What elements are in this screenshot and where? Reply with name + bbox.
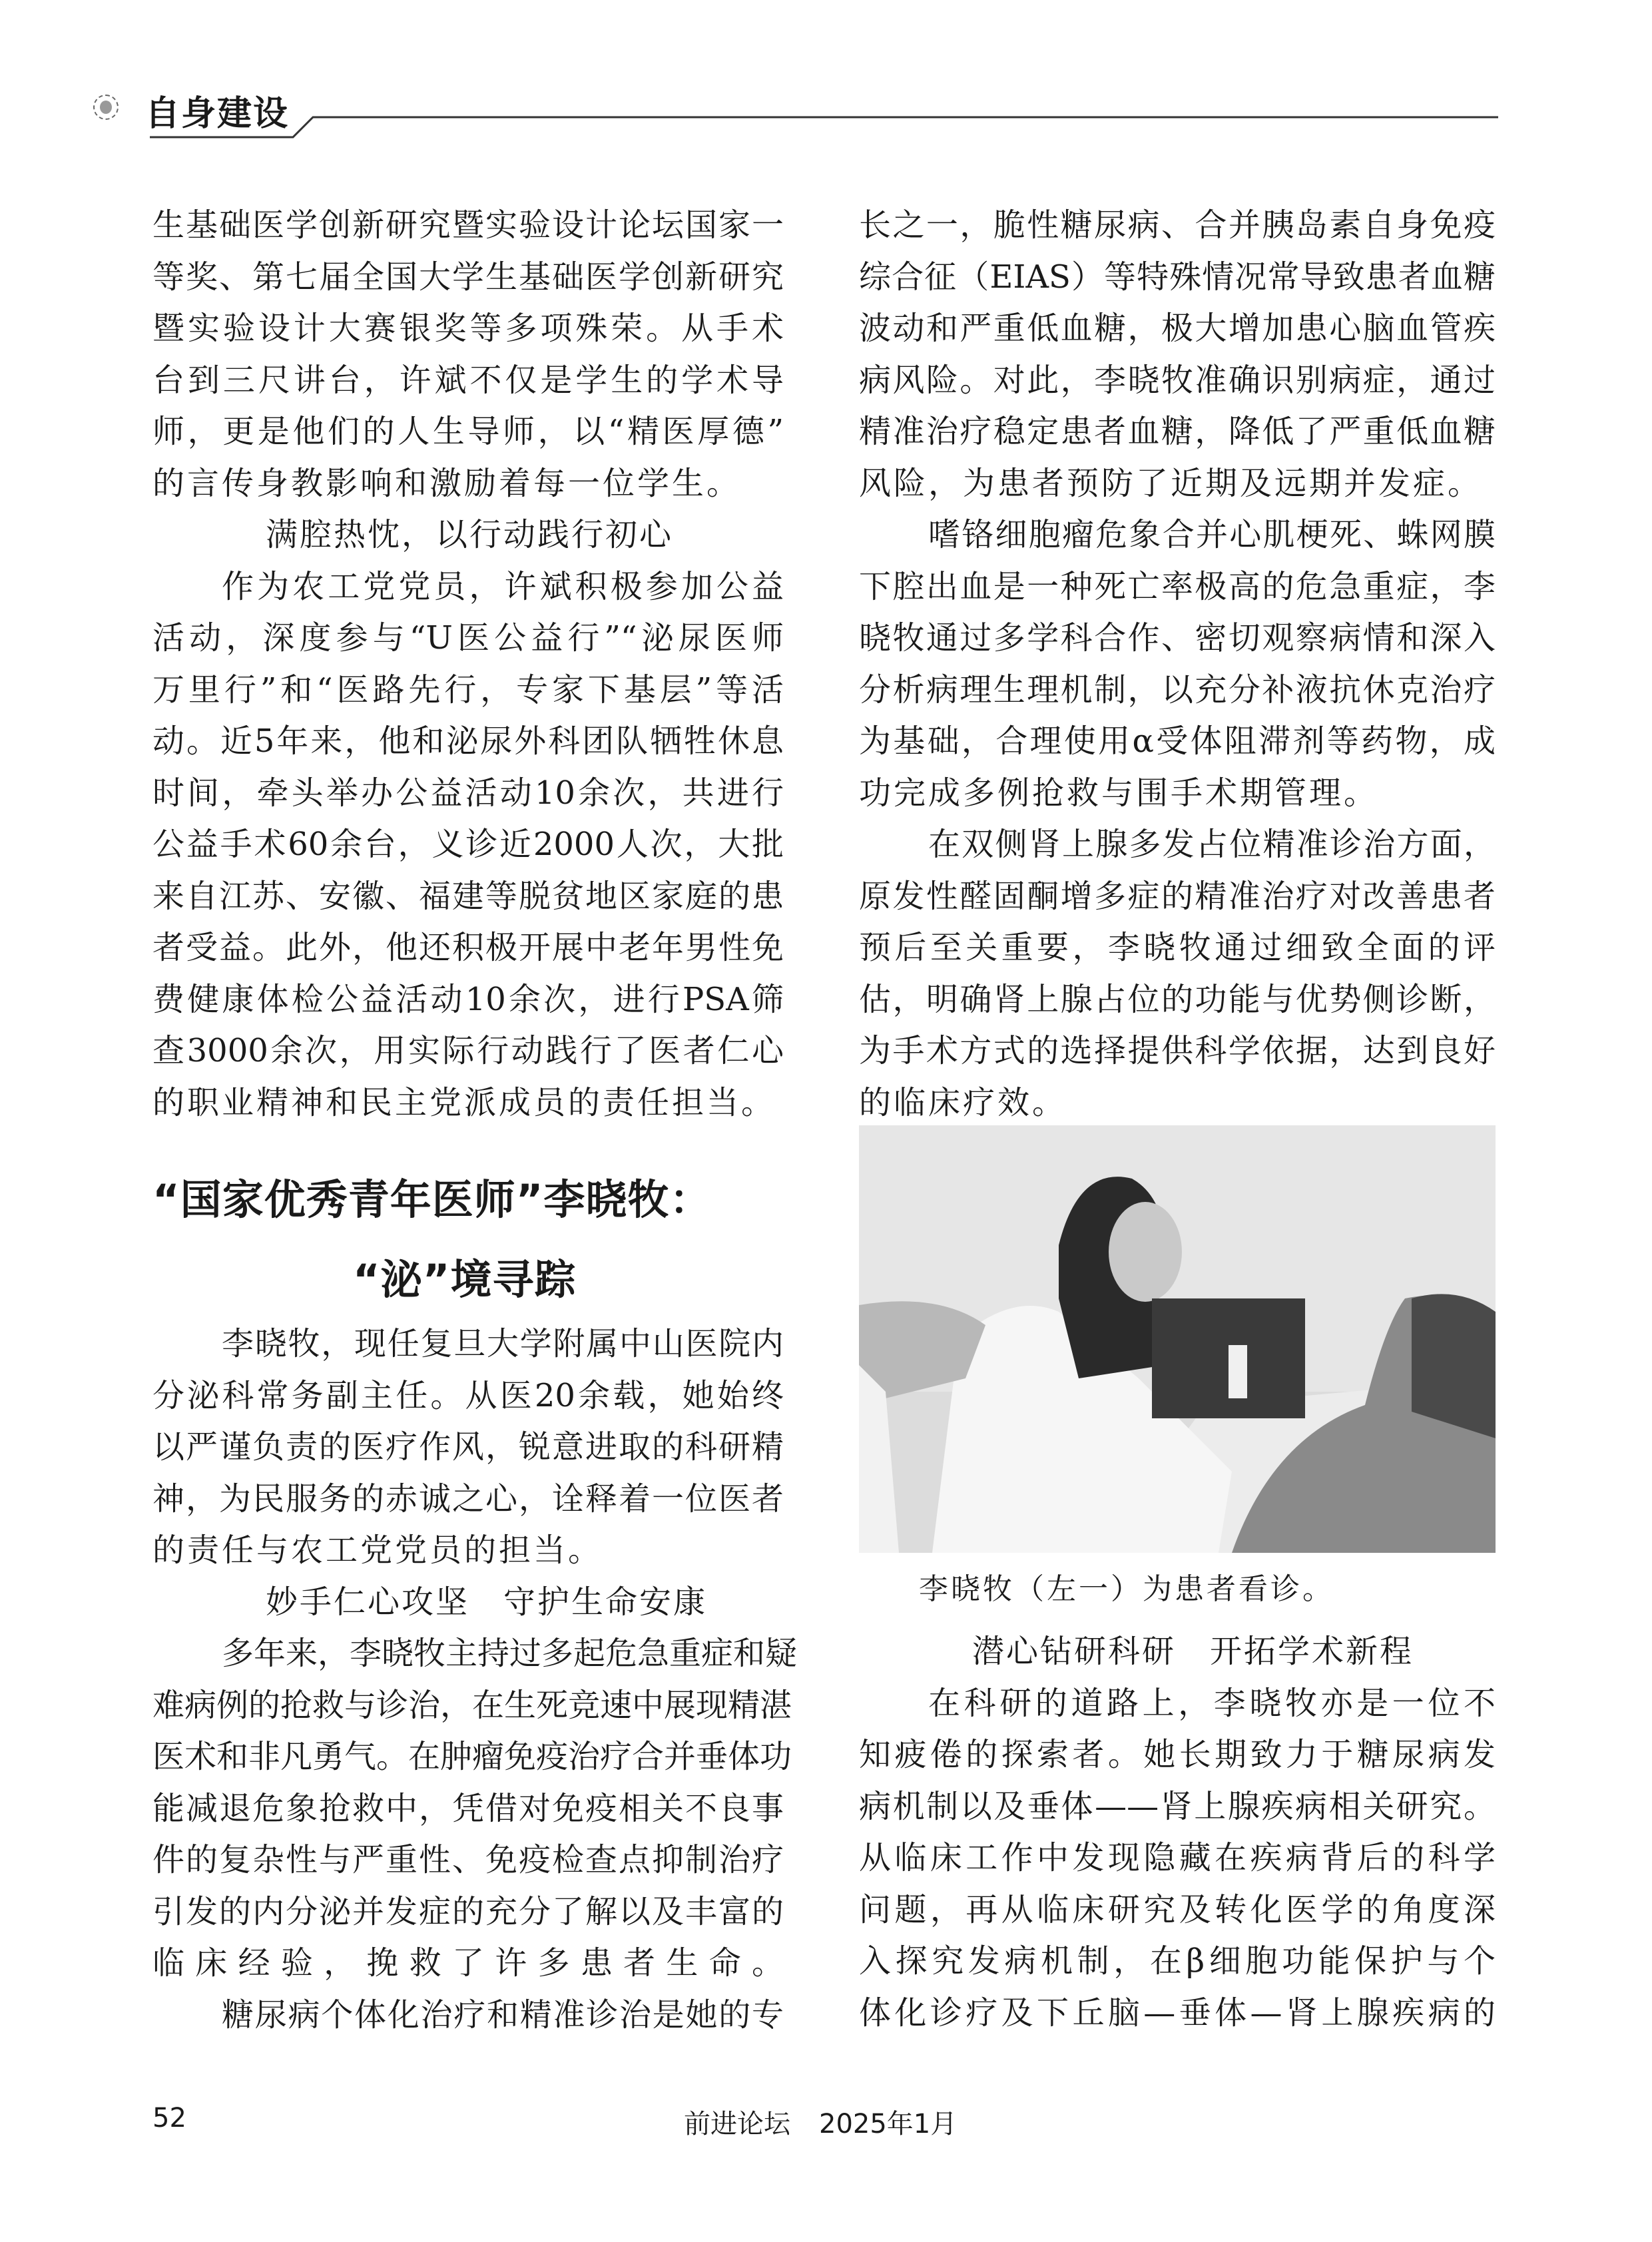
paragraph-line: 神，为民服务的赤诚之心，诠释着一位医者	[152, 1480, 784, 1518]
paragraph-line: 以严谨负责的医疗作风，锐意进取的科研精	[152, 1428, 784, 1466]
paragraph-line: 晓牧通过多学科合作、密切观察病情和深入	[859, 619, 1496, 657]
paragraph-line: 分泌科常务副主任。从医20余载，她始终	[152, 1376, 784, 1414]
paragraph-line: 来自江苏、安徽、福建等脱贫地区家庭的患	[152, 877, 784, 915]
paragraph-line: 件的复杂性与严重性、免疫检查点抑制治疗	[152, 1841, 784, 1878]
paragraph-line: 的职业精神和民主党派成员的责任担当。	[152, 1083, 776, 1121]
paragraph-line: 的临床疗效。	[859, 1083, 1067, 1121]
subheading: 满腔热忱，以行动践行初心	[266, 516, 674, 553]
paragraph-line: 万里行”和“医路先行，专家下基层”等活	[152, 671, 784, 708]
header-rule	[0, 0, 1652, 160]
issue-date: 2025年1月	[819, 2109, 958, 2139]
paragraph-line: 暨实验设计大赛银奖等多项殊荣。从手术	[152, 310, 784, 347]
article-heading-line1: “国家优秀青年医师”李晓牧：	[152, 1175, 712, 1224]
paragraph-line: 嗜铬细胞瘤危象合并心肌梗死、蛛网膜	[928, 516, 1496, 553]
section-title: 自身建设	[145, 94, 290, 134]
paragraph-line: 在科研的道路上，李晓牧亦是一位不	[928, 1684, 1496, 1722]
paragraph-line: 活动，深度参与“U医公益行”“泌尿医师	[152, 619, 784, 657]
publication-name: 前进论坛	[684, 2109, 790, 2139]
paragraph-line: 精准治疗稳定患者血糖，降低了严重低血糖	[859, 413, 1496, 450]
paragraph-line: 师，更是他们的人生导师，以“精医厚德”	[152, 413, 784, 450]
paragraph-line: 动。近5年来，他和泌尿外科团队牺牲休息	[152, 722, 784, 760]
left-column-bottom	[152, 1318, 798, 2041]
right-column-top	[859, 200, 1496, 1129]
paragraph-line: 为手术方式的选择提供科学依据，达到良好	[859, 1032, 1496, 1069]
paragraph-line: 生基础医学创新研究暨实验设计论坛国家一	[152, 206, 784, 244]
paragraph-line: 的言传身教影响和激励着每一位学生。	[152, 464, 742, 502]
paragraph-line: 费健康体检公益活动10余次，进行PSA筛	[152, 980, 784, 1018]
paragraph-line: 李晓牧，现任复旦大学附属中山医院内	[222, 1325, 784, 1362]
paragraph-line: 下腔出血是一种死亡率极高的危急重症，李	[859, 567, 1496, 605]
paragraph-line: 难病例的抢救与诊治，在生死竞速中展现精湛	[152, 1686, 792, 1724]
paragraph-line: 预后至关重要，李晓牧通过细致全面的评	[859, 929, 1496, 966]
paragraph-line: 知疲倦的探索者。她长期致力于糖尿病发	[859, 1736, 1496, 1773]
paragraph-line: 时间，牵头举办公益活动10余次，共进行	[152, 774, 784, 812]
paragraph-line: 医术和非凡勇气。在肿瘤免疫治疗合并垂体功	[152, 1738, 792, 1775]
photo-caption: 李晓牧（左一）为患者看诊。	[919, 1572, 1334, 1606]
article-heading-line2: “泌”境寻踪	[353, 1255, 577, 1304]
paragraph-line: 者受益。此外，他还积极开展中老年男性免	[152, 929, 784, 966]
right-column-bottom	[859, 1626, 1496, 2039]
paragraph-line: 估，明确肾上腺占位的功能与优势侧诊断，	[859, 980, 1496, 1018]
subheading: 潜心钻研科研 开拓学术新程	[972, 1633, 1414, 1670]
paragraph-line: 功完成多例抢救与围手术期管理。	[859, 774, 1379, 812]
paragraph-line: 问题，再从临床研究及转化医学的角度深	[859, 1890, 1496, 1928]
paragraph-line: 为基础，合理使用α受体阻滞剂等药物，成	[859, 722, 1496, 760]
paragraph-line: 公益手术60余台，义诊近2000人次，大批	[152, 826, 784, 863]
paragraph-line: 原发性醛固酮增多症的精准治疗对改善患者	[859, 877, 1496, 915]
paragraph-line: 入探究发病机制，在β细胞功能保护与个	[859, 1942, 1496, 1980]
paragraph-line: 病机制以及垂体——肾上腺疾病相关研究。	[859, 1787, 1496, 1825]
paragraph-line: 从临床工作中发现隐藏在疾病背后的科学	[859, 1839, 1496, 1876]
article-photo	[859, 1125, 1496, 1553]
paragraph-line: 多年来，李晓牧主持过多起危急重症和疑	[222, 1635, 798, 1672]
paragraph-line: 能减退危象抢救中，凭借对免疫相关不良事	[152, 1789, 784, 1827]
paragraph-line: 分析病理生理机制，以充分补液抗休克治疗	[859, 671, 1496, 708]
paragraph-line: 综合征（EIAS）等特殊情况常导致患者血糖	[859, 258, 1496, 296]
paragraph-line: 台到三尺讲台，许斌不仅是学生的学术导	[152, 361, 784, 399]
paragraph-line: 临床经验，挽救了许多患者生命。	[152, 1944, 784, 1982]
paragraph-line: 长之一，脆性糖尿病、合并胰岛素自身免疫	[859, 206, 1496, 244]
paragraph-line: 体化诊疗及下丘脑—垂体—肾上腺疾病的	[859, 1994, 1496, 2032]
paragraph-line: 查3000余次，用实际行动践行了医者仁心	[152, 1032, 784, 1069]
paragraph-line: 糖尿病个体化治疗和精准诊治是她的专	[222, 1996, 784, 2034]
page-number: 52	[152, 2103, 186, 2133]
paragraph-line: 作为农工党党员，许斌积极参加公益	[222, 567, 784, 605]
paragraph-line: 波动和严重低血糖，极大增加患心脑血管疾	[859, 310, 1496, 347]
paragraph-line: 风险，为患者预防了近期及远期并发症。	[859, 464, 1483, 502]
paragraph-line: 引发的内分泌并发症的充分了解以及丰富的	[152, 1892, 784, 1930]
left-column-top	[152, 200, 784, 1129]
paragraph-line: 病风险。对此，李晓牧准确识别病症，通过	[859, 361, 1496, 399]
subheading: 妙手仁心攻坚 守护生命安康	[266, 1583, 708, 1621]
paragraph-line: 在双侧肾上腺多发占位精准诊治方面，	[928, 826, 1496, 863]
paragraph-line: 的责任与农工党党员的担当。	[152, 1532, 603, 1569]
paragraph-line: 等奖、第七届全国大学生基础医学创新研究	[152, 258, 784, 296]
